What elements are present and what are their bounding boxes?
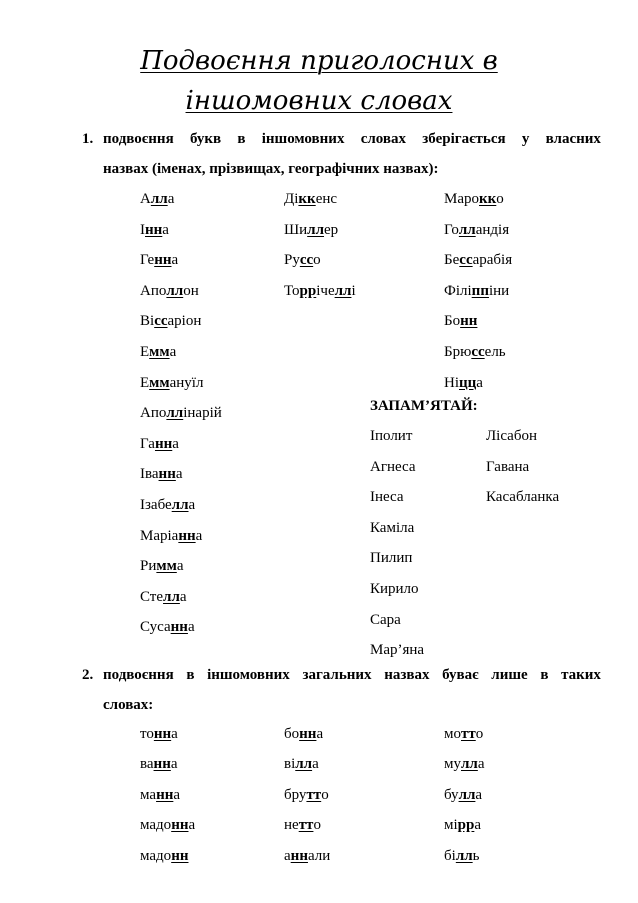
rule-word: таких bbox=[561, 667, 601, 683]
doubled-letters: нн bbox=[158, 466, 176, 482]
doubled-letters: нн bbox=[154, 436, 173, 452]
doubled-letters: нн bbox=[290, 848, 308, 864]
doubled-letters: цц bbox=[459, 375, 477, 391]
doubled-letters: нн bbox=[145, 222, 163, 238]
word-part: бу bbox=[444, 787, 459, 803]
word bbox=[284, 816, 321, 834]
word-part: ер bbox=[324, 222, 339, 238]
word-part: а bbox=[312, 756, 319, 772]
doubled-letters: нн bbox=[153, 756, 171, 772]
word-part: а bbox=[316, 726, 324, 742]
word-part: а bbox=[188, 817, 196, 833]
rule-word: словах bbox=[360, 131, 407, 147]
word-part: ануїл bbox=[169, 375, 204, 391]
word bbox=[140, 557, 183, 575]
word bbox=[444, 343, 506, 361]
rule-word: у bbox=[521, 131, 530, 147]
word-part: не bbox=[284, 817, 299, 833]
word-part: Апо bbox=[140, 283, 167, 299]
word-part: ь bbox=[472, 848, 480, 864]
doubled-letters: лл bbox=[166, 283, 184, 299]
rule-word: назвах bbox=[384, 667, 430, 683]
rule-word: в bbox=[540, 667, 549, 683]
word bbox=[140, 312, 201, 330]
word-part: іни bbox=[488, 283, 510, 299]
word-part: Е bbox=[140, 344, 150, 360]
word bbox=[140, 404, 222, 422]
doubled-letters: кк bbox=[479, 191, 497, 207]
word-part: Маріа bbox=[140, 528, 179, 544]
word-part: а bbox=[162, 222, 169, 238]
word-part: Га bbox=[140, 436, 155, 452]
word-part: Ізабе bbox=[140, 497, 172, 513]
remember-word: Сара bbox=[370, 612, 401, 628]
rule-word: лише bbox=[491, 667, 528, 683]
remember-word: Касабланка bbox=[486, 489, 560, 505]
word-part: Е bbox=[140, 375, 150, 391]
word-part: а bbox=[173, 787, 181, 803]
word bbox=[140, 374, 203, 392]
rule-2-line-1 bbox=[103, 666, 601, 684]
word-part: о bbox=[475, 726, 484, 742]
word-part: андія bbox=[475, 222, 510, 238]
word-part: Ні bbox=[444, 375, 459, 391]
doubled-letters: лл bbox=[163, 589, 180, 605]
rule-word: загальних bbox=[302, 667, 372, 683]
word-part: мі bbox=[444, 817, 458, 833]
word bbox=[140, 618, 195, 636]
doubled-letters: лл bbox=[171, 497, 189, 513]
word-part: Ши bbox=[284, 222, 308, 238]
doubled-letters: лл bbox=[166, 405, 184, 421]
word bbox=[140, 435, 179, 453]
word-part: он bbox=[183, 283, 199, 299]
rule-word: в bbox=[237, 131, 246, 147]
remember-word: Пилип bbox=[370, 550, 413, 566]
word-part: то bbox=[140, 726, 154, 742]
word bbox=[284, 725, 323, 743]
word-part: а bbox=[172, 436, 179, 452]
word-part: Ві bbox=[140, 313, 155, 329]
word-part: мадо bbox=[140, 817, 172, 833]
doubled-letters: лл bbox=[150, 191, 168, 207]
word-part: а bbox=[477, 756, 485, 772]
word-part: о bbox=[496, 191, 504, 207]
doubled-letters: лл bbox=[458, 787, 476, 803]
word bbox=[140, 725, 178, 743]
word-part: аріон bbox=[167, 313, 202, 329]
word bbox=[444, 312, 477, 330]
doubled-letters: сс bbox=[459, 252, 473, 268]
word bbox=[444, 221, 509, 239]
word-part: То bbox=[284, 283, 300, 299]
doubled-letters: рр bbox=[299, 283, 317, 299]
title-line-2: іншомовних словах bbox=[185, 86, 453, 116]
word-part: а bbox=[476, 375, 483, 391]
doubled-letters: сс bbox=[299, 252, 314, 268]
doubled-letters: нн bbox=[460, 313, 478, 329]
word-part: Го bbox=[444, 222, 459, 238]
doubled-letters: нн bbox=[154, 252, 172, 268]
rule-word: подвоєння bbox=[103, 131, 174, 147]
doubled-letters: нн bbox=[171, 848, 189, 864]
word-part: Маро bbox=[444, 191, 479, 207]
word-part: енс bbox=[315, 191, 338, 207]
word-part: Філі bbox=[444, 283, 472, 299]
doubled-letters: лл bbox=[295, 756, 313, 772]
word bbox=[284, 786, 329, 804]
word-part: Апо bbox=[140, 405, 167, 421]
word-part: і bbox=[351, 283, 356, 299]
word bbox=[140, 496, 195, 514]
doubled-letters: сс bbox=[471, 344, 485, 360]
remember-word: Каміла bbox=[370, 520, 415, 536]
rule-word: зберігається bbox=[422, 131, 506, 147]
word-part: Іва bbox=[140, 466, 159, 482]
word-part: а bbox=[171, 252, 179, 268]
rule-2-line-2: словах: bbox=[103, 697, 154, 713]
doubled-letters: нн bbox=[178, 528, 196, 544]
doubled-letters: лл bbox=[307, 222, 325, 238]
word-part: іче bbox=[316, 283, 335, 299]
rule-word: власних bbox=[545, 131, 601, 147]
word-part: мо bbox=[444, 726, 461, 742]
doubled-letters: лл bbox=[458, 222, 476, 238]
word bbox=[140, 816, 195, 834]
remember-heading: ЗАПАМ’ЯТАЙ: bbox=[370, 398, 478, 414]
doubled-letters: тт bbox=[306, 787, 322, 803]
word-part: мадо bbox=[140, 848, 172, 864]
doubled-letters: тт bbox=[298, 817, 314, 833]
word-part: Ру bbox=[284, 252, 300, 268]
doubled-letters: лл bbox=[455, 848, 473, 864]
doubled-letters: нн bbox=[299, 726, 317, 742]
word-part: му bbox=[444, 756, 461, 772]
rule-1-number: 1. bbox=[82, 131, 94, 147]
word-part: а bbox=[284, 848, 291, 864]
word-part: а bbox=[187, 619, 195, 635]
word bbox=[140, 847, 188, 865]
word bbox=[140, 786, 180, 804]
word-part: А bbox=[140, 191, 151, 207]
word-part: а bbox=[175, 466, 183, 482]
word bbox=[444, 190, 504, 208]
word bbox=[140, 190, 174, 208]
word-part: а bbox=[170, 756, 178, 772]
word-part: Ді bbox=[284, 191, 299, 207]
word-part: а bbox=[171, 726, 178, 742]
word bbox=[140, 755, 178, 773]
word-part: Суса bbox=[140, 619, 171, 635]
word bbox=[284, 847, 330, 865]
doubled-letters: нн bbox=[153, 726, 172, 742]
word bbox=[444, 374, 483, 392]
word-part: а bbox=[167, 191, 175, 207]
word bbox=[284, 282, 356, 300]
word bbox=[140, 527, 202, 545]
rule-word: іншомовних bbox=[261, 131, 345, 147]
word-part: І bbox=[140, 222, 145, 238]
word-part: о bbox=[313, 252, 321, 268]
doubled-letters: нн bbox=[156, 787, 174, 803]
word bbox=[444, 847, 480, 865]
word-part: Брю bbox=[444, 344, 472, 360]
remember-word: Інеса bbox=[370, 489, 404, 505]
word bbox=[284, 251, 321, 269]
doubled-letters: нн bbox=[171, 817, 189, 833]
word-part: а bbox=[169, 344, 177, 360]
word bbox=[284, 221, 338, 239]
word-part: Бо bbox=[444, 313, 461, 329]
word-part: Бе bbox=[444, 252, 460, 268]
word-part: а bbox=[474, 817, 482, 833]
word bbox=[140, 588, 187, 606]
remember-word: Мар’яна bbox=[370, 642, 425, 658]
word-part: Ге bbox=[140, 252, 155, 268]
word-part: ва bbox=[140, 756, 154, 772]
word-part: али bbox=[307, 848, 331, 864]
remember-word: Іполит bbox=[370, 428, 413, 444]
title-line-1: Подвоєння приголосних в bbox=[140, 46, 498, 76]
word-part: ель bbox=[484, 344, 506, 360]
word-part: а bbox=[475, 787, 483, 803]
word-part: о bbox=[313, 817, 321, 833]
word bbox=[140, 251, 178, 269]
word bbox=[444, 251, 512, 269]
doubled-letters: сс bbox=[154, 313, 168, 329]
doubled-letters: кк bbox=[298, 191, 316, 207]
doubled-letters: мм bbox=[149, 344, 170, 360]
word-part: інарій bbox=[183, 405, 222, 421]
word bbox=[444, 282, 509, 300]
word bbox=[444, 816, 481, 834]
rule-word: букв bbox=[189, 131, 222, 147]
word-part: о bbox=[321, 787, 329, 803]
rule-2-number: 2. bbox=[82, 667, 94, 683]
word-part: ма bbox=[140, 787, 157, 803]
rule-word: іншомовних bbox=[207, 667, 290, 683]
word-part: бо bbox=[284, 726, 300, 742]
word-part: ві bbox=[284, 756, 296, 772]
word-part: бі bbox=[444, 848, 456, 864]
word bbox=[444, 725, 483, 743]
word bbox=[140, 221, 169, 239]
remember-word: Кирило bbox=[370, 581, 419, 597]
remember-word: Лісабон bbox=[486, 428, 537, 444]
word bbox=[284, 190, 337, 208]
doubled-letters: нн bbox=[170, 619, 188, 635]
rule-1-line-1 bbox=[103, 130, 601, 148]
remember-word: Гавана bbox=[486, 459, 530, 475]
rule-word: в bbox=[186, 667, 195, 683]
word-part: а bbox=[179, 589, 187, 605]
doubled-letters: мм bbox=[156, 558, 177, 574]
doubled-letters: лл bbox=[334, 283, 352, 299]
word bbox=[444, 755, 485, 773]
doubled-letters: мм bbox=[149, 375, 170, 391]
word bbox=[140, 343, 176, 361]
rule-word: буває bbox=[442, 667, 479, 683]
doubled-letters: рр bbox=[457, 817, 475, 833]
rule-1-line-2: назвах (іменах, прізвищах, географічних назвах): bbox=[103, 161, 439, 177]
doubled-letters: лл bbox=[461, 756, 478, 772]
word bbox=[444, 786, 482, 804]
word bbox=[140, 465, 183, 483]
word-part: Сте bbox=[140, 589, 164, 605]
word-part: бру bbox=[284, 787, 307, 803]
word-part: арабія bbox=[472, 252, 513, 268]
remember-word: Агнеса bbox=[370, 459, 416, 475]
word-part: а bbox=[195, 528, 203, 544]
word bbox=[140, 282, 199, 300]
doubled-letters: тт bbox=[461, 726, 476, 742]
doubled-letters: пп bbox=[471, 283, 489, 299]
word-part: а bbox=[188, 497, 196, 513]
word bbox=[284, 755, 319, 773]
rule-word: подвоєння bbox=[103, 667, 174, 683]
word-part: Ри bbox=[140, 558, 157, 574]
word-part: а bbox=[176, 558, 184, 574]
